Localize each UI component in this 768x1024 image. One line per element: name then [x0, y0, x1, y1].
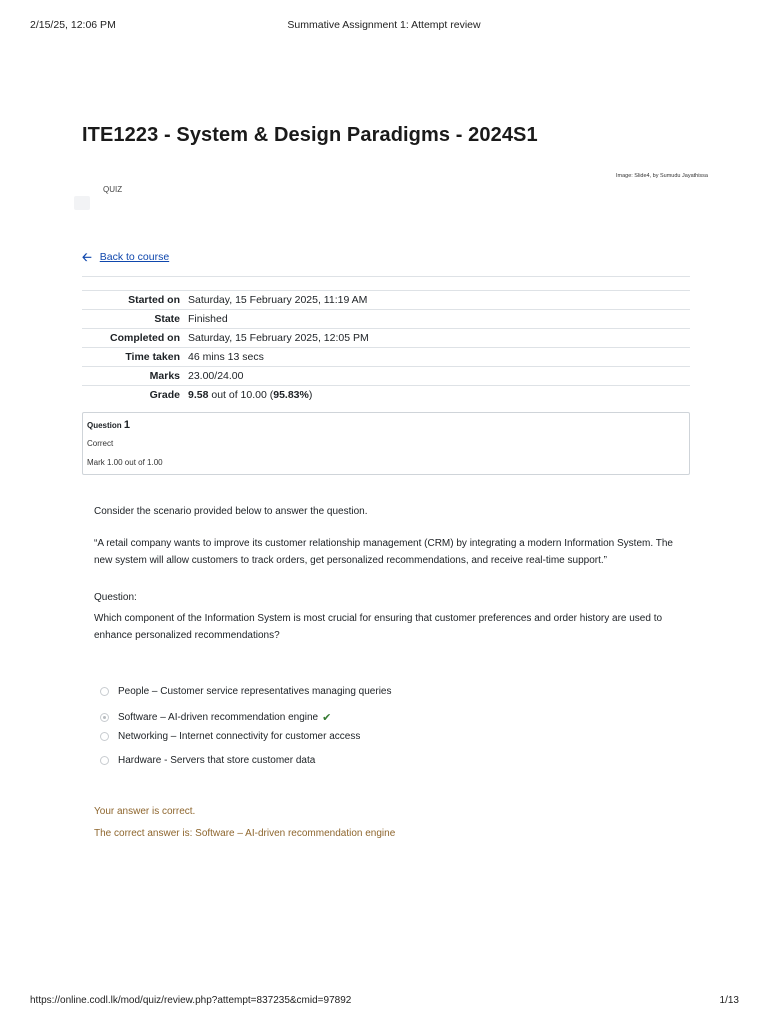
quiz-icon: [74, 196, 90, 210]
print-page-number: 1/13: [719, 995, 739, 1006]
summary-value: Saturday, 15 February 2025, 12:05 PM: [188, 329, 690, 348]
answer-option-label: Networking – Internet connectivity for customer access: [118, 731, 361, 742]
question-scenario: “A retail company wants to improve its customer relationship management (CRM) by integrating a modern Information System. The new system will allow customers to track orders, get personalized recommendations, and receive real-time support.”: [94, 538, 673, 566]
summary-value: Finished: [188, 310, 690, 329]
question-mark: Mark 1.00 out of 1.00: [87, 458, 163, 467]
summary-row: [82, 291, 690, 310]
correct-answer-message: The correct answer is: Software – AI-driven recommendation engine: [94, 828, 396, 839]
question-intro: Consider the scenario provided below to answer the question.: [94, 506, 368, 517]
summary-key: Started on: [82, 291, 188, 310]
image-credit: Image: Slide4, by Sumudu Jayathissa: [615, 173, 708, 179]
answer-option[interactable]: [100, 755, 315, 766]
summary-key: Marks: [82, 367, 188, 386]
summary-row: [82, 386, 690, 405]
answer-option-selected[interactable]: [100, 711, 331, 724]
summary-key: Completed on: [82, 329, 188, 348]
answer-option[interactable]: [100, 686, 391, 697]
grade-value: [188, 386, 690, 405]
radio-button[interactable]: [100, 756, 109, 765]
grade-out-of: out of 10.00 (: [208, 389, 274, 401]
summary-value: 23.00/24.00: [188, 367, 690, 386]
back-to-course-link[interactable]: [82, 251, 169, 263]
radio-button[interactable]: [100, 732, 109, 741]
answer-option[interactable]: [100, 731, 360, 742]
question-number: [87, 419, 130, 431]
check-icon: ✔: [322, 712, 332, 724]
print-footer-url: https://online.codl.lk/mod/quiz/review.php?attempt=837235&cmid=97892: [30, 995, 352, 1006]
summary-row: [82, 367, 690, 386]
question-number-value: 1: [123, 419, 131, 431]
summary-row: [82, 310, 690, 329]
activity-type-label: QUIZ: [103, 185, 123, 194]
page-title: ITE1223 - System & Design Paradigms - 2024S1: [82, 124, 538, 146]
question-state: Correct: [87, 439, 114, 448]
summary-value: Saturday, 15 February 2025, 11:19 AM: [188, 291, 690, 310]
question-info-box: [82, 412, 690, 475]
grade-score: 9.58: [188, 389, 209, 401]
grade-percent: 95.83%: [273, 389, 309, 401]
question-label: Question: [87, 421, 122, 430]
print-date: 2/15/25, 12:06 PM: [30, 19, 116, 31]
question-text: Which component of the Information System is most crucial for ensuring that customer preferences and order history are used to enhance personalized recommendations?: [94, 613, 663, 641]
answer-option-label: Software – AI-driven recommendation engine: [118, 712, 319, 723]
back-to-course-label[interactable]: Back to course: [99, 251, 170, 263]
grade-close: ): [308, 389, 313, 401]
summary-key: State: [82, 310, 188, 329]
summary-value: 46 mins 13 secs: [188, 348, 690, 367]
summary-row: [82, 329, 690, 348]
answer-option-label: People – Customer service representatives managing queries: [118, 686, 392, 697]
print-title: Summative Assignment 1: Attempt review: [287, 19, 481, 31]
answer-option-label: Hardware - Servers that store customer data: [118, 755, 316, 766]
attempt-summary-table: [82, 290, 690, 404]
question-subheading: Question:: [94, 592, 137, 603]
arrow-left-icon: 🡠: [82, 250, 92, 264]
radio-button[interactable]: [100, 687, 109, 696]
divider: [82, 276, 690, 277]
radio-button[interactable]: [100, 713, 109, 722]
summary-key: Time taken: [82, 348, 188, 367]
summary-key: Grade: [82, 386, 188, 405]
feedback-message: Your answer is correct.: [94, 806, 196, 817]
summary-row: [82, 348, 690, 367]
